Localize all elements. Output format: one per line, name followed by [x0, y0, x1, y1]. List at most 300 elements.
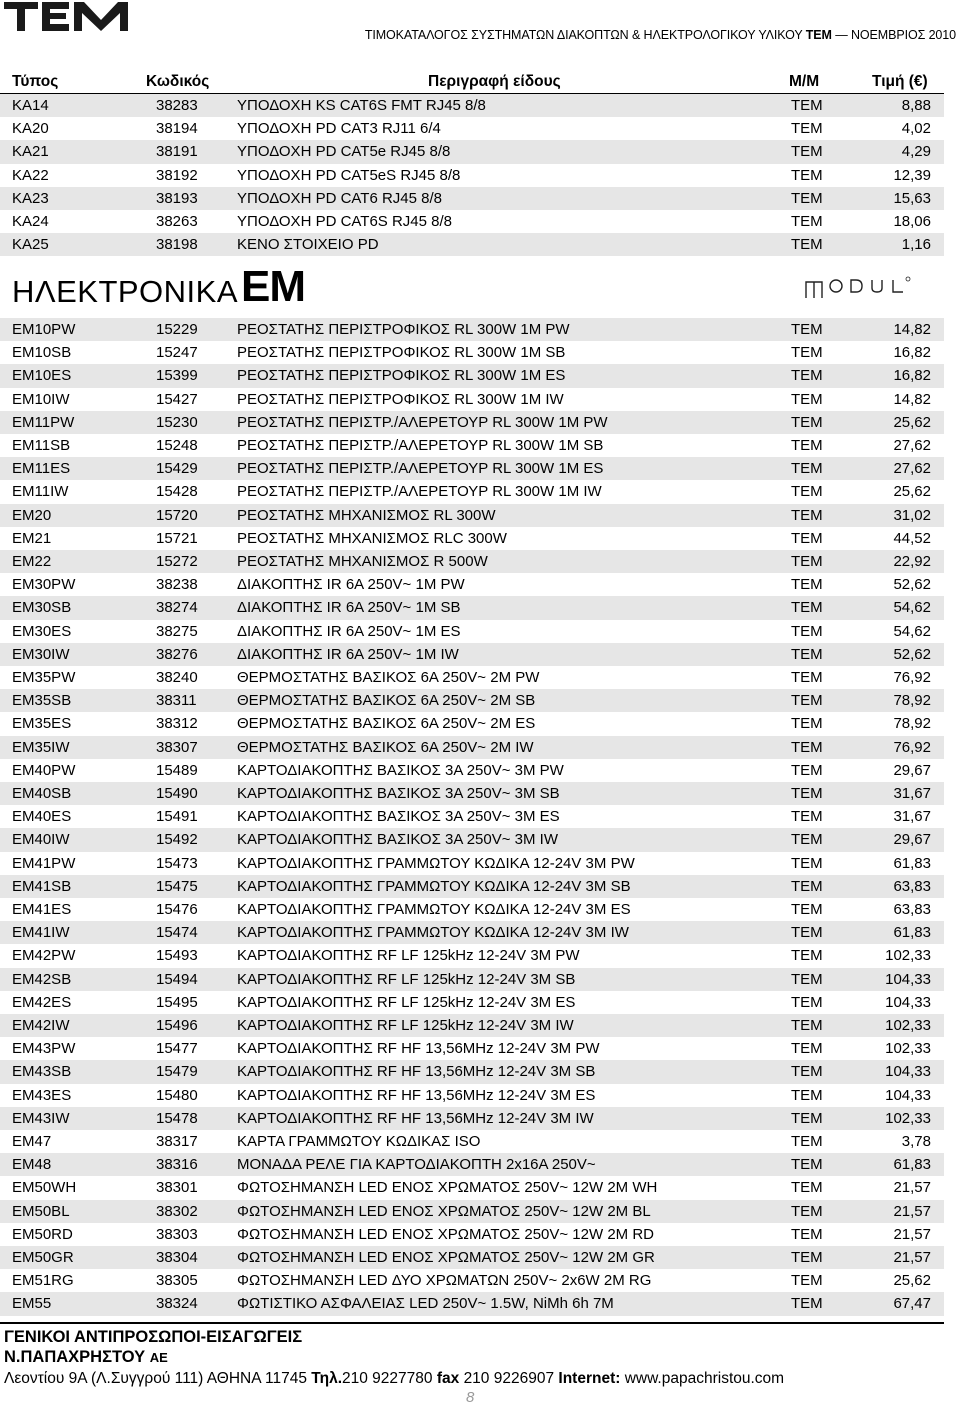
cell-unit: TEM: [791, 993, 823, 1011]
cell-description: ΥΠΟΔΟΧΗ PD CAT6 RJ45 8/8: [237, 189, 443, 207]
cell-price: 76,92: [893, 669, 931, 686]
cell-code: 38274: [156, 599, 198, 617]
cell-code: 15721: [156, 529, 198, 547]
cell-type: EM35ES: [12, 715, 72, 733]
cell-code: 38192: [156, 166, 198, 184]
cell-description: ΡΕΟΣΤΑΤΗΣ ΜΗΧΑΝΙΣΜΟΣ R 500W: [237, 553, 488, 570]
cell-description: ΡΕΟΣΤΑΤΗΣ ΠΕΡΙΣΤΡΟΦΙΚΟΣ RL 300W 1M ES: [237, 367, 566, 385]
cell-description: ΚΑΡΤΟΔΙΑΚΟΠΤΗΣ ΒΑΣΙΚΟΣ 3A 250V~ 3M ES: [237, 808, 560, 826]
cell-unit: TEM: [791, 1109, 823, 1127]
cell-price: 44,52: [893, 529, 931, 547]
footer-address: Λεοντίου 9Α (Λ.Συγγρού 111) ΑΘΗΝΑ 11745: [4, 1370, 307, 1387]
cell-unit: TEM: [791, 529, 823, 547]
cell-type: EM42PW: [12, 947, 76, 965]
cell-code: 15492: [156, 831, 198, 849]
table-row: [0, 759, 944, 782]
cell-price: 27,62: [893, 437, 931, 454]
col-code: Κωδικός: [146, 73, 210, 90]
cell-price: 21,57: [893, 1179, 931, 1197]
cell-unit: TEM: [791, 1156, 823, 1174]
cell-code: 38324: [156, 1295, 198, 1313]
cell-type: EM35SB: [12, 692, 72, 710]
cell-price: 31,02: [893, 506, 931, 524]
cell-description: ΦΩΤΟΣΗΜΑΝΣΗ LED ΕΝΟΣ ΧΡΩΜΑΤΟΣ 250V~ 12W 2M BL: [237, 1202, 651, 1220]
cell-type: EM40IW: [12, 831, 70, 849]
page-number: 8: [466, 1389, 475, 1406]
cell-type: EM30PW: [12, 576, 76, 594]
cell-price: 63,83: [893, 877, 931, 895]
col-description: Περιγραφή είδους: [428, 73, 561, 90]
cell-type: EM42ES: [12, 993, 72, 1011]
cell-type: KA22: [12, 166, 49, 184]
cell-description: ΚΑΡΤΟΔΙΑΚΟΠΤΗΣ ΓΡΑΜΜΩΤΟΥ ΚΩΔΙΚΑ 12-24V 3M SB: [237, 877, 631, 895]
cell-code: 15480: [156, 1086, 198, 1104]
cell-code: 38302: [156, 1202, 198, 1220]
cell-unit: TEM: [791, 1133, 823, 1150]
cell-type: EM40SB: [12, 785, 72, 802]
footer-contact: Λεοντίου 9Α (Λ.Συγγρού 111) ΑΘΗΝΑ 11745 Τηλ.210 9227780 fax 210 9226907 Internet: www.papachristou.com: [4, 1370, 785, 1387]
cell-description: ΡΕΟΣΤΑΤΗΣ ΠΕΡΙΣΤΡ./ΑΛΕΡΕΤΟΥΡ RL 300W 1M PW: [237, 413, 608, 431]
cell-type: KA23: [12, 189, 49, 207]
cell-description: ΚΑΡΤΟΔΙΑΚΟΠΤΗΣ RF HF 13,56MHz 12-24V 3M ES: [237, 1086, 596, 1104]
cell-unit: TEM: [791, 1086, 823, 1104]
table-row: [0, 117, 944, 140]
cell-description: ΥΠΟΔΟΧΗ PD CAT6S RJ45 8/8: [237, 213, 453, 230]
cell-type: EM11PW: [12, 413, 75, 431]
cell-price: 15,63: [893, 189, 931, 207]
cell-unit: TEM: [791, 553, 823, 570]
cell-unit: TEM: [791, 437, 823, 454]
cell-type: EM43PW: [12, 1040, 76, 1058]
cell-price: 3,78: [901, 1133, 931, 1150]
cell-unit: TEM: [791, 1040, 823, 1058]
table-row: [0, 164, 944, 187]
cell-code: 38304: [156, 1249, 198, 1266]
cell-description: ΘΕΡΜΟΣΤΑΤΗΣ ΒΑΣΙΚΟΣ 6A 250V~ 2M ES: [237, 715, 536, 733]
table-row: [0, 573, 944, 596]
cell-unit: TEM: [791, 344, 823, 362]
table-row: [0, 944, 944, 967]
table-row: [0, 1269, 944, 1292]
cell-price: 61,83: [893, 924, 931, 942]
cell-unit: TEM: [791, 715, 823, 733]
table-row: [0, 1292, 944, 1315]
cell-unit: TEM: [791, 831, 823, 849]
cell-code: 38263: [156, 213, 198, 230]
cell-code: 38305: [156, 1272, 198, 1290]
cell-type: EM41IW: [12, 924, 70, 942]
footer-distributor-line: ΓΕΝΙΚΟΙ ΑΝΤΙΠΡΟΣΩΠΟΙ-ΕΙΣΑΓΩΓΕΙΣ: [4, 1328, 303, 1346]
cell-type: EM10IW: [12, 390, 70, 408]
cell-price: 27,62: [893, 460, 931, 478]
cell-code: 38275: [156, 622, 198, 640]
cell-price: 52,62: [893, 576, 931, 594]
cell-price: 21,57: [893, 1225, 931, 1243]
cell-code: 15495: [156, 993, 198, 1011]
cell-description: ΥΠΟΔΟΧΗ PD CAT3 RJ11 6/4: [237, 120, 441, 138]
cell-unit: TEM: [791, 970, 823, 988]
table-row: [0, 1037, 944, 1060]
cell-unit: TEM: [791, 924, 823, 942]
cell-type: EM22: [12, 553, 52, 570]
footer-tel: 210 9227780: [342, 1370, 433, 1387]
cell-type: EM50BL: [12, 1202, 70, 1220]
table-row: [0, 388, 944, 411]
table-row: [0, 140, 944, 163]
col-unit: Μ/Μ: [789, 73, 820, 90]
cell-unit: TEM: [791, 738, 823, 756]
cell-description: ΘΕΡΜΟΣΤΑΤΗΣ ΒΑΣΙΚΟΣ 6A 250V~ 2M SB: [237, 692, 536, 710]
table-row: [0, 736, 944, 759]
cell-code: 38238: [156, 576, 198, 594]
cell-type: EM42SB: [12, 970, 72, 988]
cell-description: ΚΑΡΤΑ ΓΡΑΜΜΩΤΟΥ ΚΩΔΙΚΑΣ ISO: [237, 1133, 481, 1150]
cell-description: ΚΑΡΤΟΔΙΑΚΟΠΤΗΣ ΓΡΑΜΜΩΤΟΥ ΚΩΔΙΚΑ 12-24V 3M ES: [237, 901, 631, 918]
cell-unit: TEM: [791, 1063, 823, 1081]
cell-type: EM35IW: [12, 738, 70, 756]
cell-price: 25,62: [893, 483, 931, 501]
table-row: [0, 364, 944, 387]
table-row: [0, 1176, 944, 1199]
cell-unit: TEM: [791, 854, 823, 872]
cell-description: ΦΩΤΟΣΗΜΑΝΣΗ LED ΕΝΟΣ ΧΡΩΜΑΤΟΣ 250V~ 12W 2M GR: [237, 1249, 655, 1266]
cell-code: 15476: [156, 901, 198, 918]
cell-price: 67,47: [893, 1295, 931, 1313]
table-row: [0, 805, 944, 828]
cell-code: 38194: [156, 120, 198, 138]
table-row: [0, 991, 944, 1014]
tem-logo: [4, 0, 130, 32]
cell-code: 38283: [156, 97, 198, 114]
cell-code: 15496: [156, 1017, 198, 1034]
cell-price: 102,33: [885, 947, 931, 965]
table-row: [0, 1200, 944, 1223]
cell-unit: TEM: [791, 1272, 823, 1290]
cell-description: ΚΑΡΤΟΔΙΑΚΟΠΤΗΣ ΓΡΑΜΜΩΤΟΥ ΚΩΔΙΚΑ 12-24V 3M PW: [237, 854, 635, 872]
table-row: [0, 689, 944, 712]
cell-price: 31,67: [893, 785, 931, 802]
cell-unit: TEM: [791, 367, 823, 385]
cell-code: 15230: [156, 413, 198, 431]
cell-code: 38240: [156, 669, 198, 686]
cell-price: 31,67: [893, 808, 931, 826]
modul-logo: [804, 274, 914, 300]
cell-description: ΡΕΟΣΤΑΤΗΣ ΜΗΧΑΝΙΣΜΟΣ RL 300W: [237, 506, 496, 524]
cell-description: ΥΠΟΔΟΧΗ KS CAT6S FMT RJ45 8/8: [237, 97, 486, 114]
cell-type: EM47: [12, 1133, 52, 1150]
cell-code: 15491: [156, 808, 198, 826]
table-row: [0, 318, 944, 341]
table-row: [0, 620, 944, 643]
cell-description: ΜΟΝΑΔΑ ΡΕΛΕ ΓΙΑ ΚΑΡΤΟΔΙΑΚΟΠΤΗ 2x16A 250V~: [237, 1156, 596, 1174]
col-price: Τιμή (€): [872, 73, 928, 90]
cell-description: ΚΑΡΤΟΔΙΑΚΟΠΤΗΣ ΓΡΑΜΜΩΤΟΥ ΚΩΔΙΚΑ 12-24V 3M IW: [237, 924, 629, 942]
table-row: [0, 666, 944, 689]
cell-description: ΔΙΑΚΟΠΤΗΣ IR 6A 250V~ 1M IW: [237, 645, 459, 663]
cell-type: EM55: [12, 1295, 52, 1313]
table-row: [0, 643, 944, 666]
cell-price: 22,92: [893, 553, 931, 570]
cell-type: EM42IW: [12, 1017, 70, 1034]
cell-code: 15474: [156, 924, 198, 942]
cell-price: 102,33: [885, 1109, 931, 1127]
cell-price: 52,62: [893, 645, 931, 663]
cell-type: EM10PW: [12, 321, 76, 338]
table-row: [0, 434, 944, 457]
cell-price: 14,82: [893, 321, 931, 338]
table-row: [0, 411, 944, 434]
cell-type: EM21: [12, 529, 52, 547]
cell-unit: TEM: [791, 1295, 823, 1313]
cell-price: 12,39: [893, 166, 931, 184]
cell-code: 38312: [156, 715, 198, 733]
cell-unit: TEM: [791, 143, 823, 161]
cell-price: 16,82: [893, 367, 931, 385]
cell-code: 15229: [156, 321, 198, 338]
cell-price: 104,33: [885, 1063, 931, 1081]
cell-code: 38276: [156, 645, 198, 663]
cell-type: EM11SB: [12, 437, 71, 454]
cell-type: EM30SB: [12, 599, 72, 617]
cell-code: 15248: [156, 437, 198, 454]
table-row: [0, 596, 944, 619]
cell-description: ΚΑΡΤΟΔΙΑΚΟΠΤΗΣ RF HF 13,56MHz 12-24V 3M IW: [237, 1109, 594, 1127]
cell-price: 29,67: [893, 831, 931, 849]
cell-price: 29,67: [893, 761, 931, 779]
cell-price: 4,29: [901, 143, 931, 161]
cell-description: ΦΩΤΟΣΗΜΑΝΣΗ LED ΕΝΟΣ ΧΡΩΜΑΤΟΣ 250V~ 12W 2M RD: [237, 1225, 654, 1243]
footer-fax: 210 9226907: [463, 1370, 555, 1387]
table-row: [0, 527, 944, 550]
cell-unit: TEM: [791, 599, 823, 617]
table-row: [0, 1223, 944, 1246]
cell-description: ΘΕΡΜΟΣΤΑΤΗΣ ΒΑΣΙΚΟΣ 6A 250V~ 2M PW: [237, 669, 540, 686]
table-row: [0, 187, 944, 210]
table-row: [0, 828, 944, 851]
table-row: [0, 341, 944, 364]
cell-unit: TEM: [791, 460, 823, 478]
cell-type: EM43IW: [12, 1109, 70, 1127]
section-title: ΗΛΕΚΤΡΟΝΙΚΑ: [12, 274, 239, 309]
cell-type: KA21: [12, 143, 49, 161]
table-row: [0, 921, 944, 944]
table-row: [0, 94, 944, 117]
cell-type: KA24: [12, 213, 49, 230]
cell-price: 61,83: [893, 1156, 931, 1174]
cell-price: 76,92: [893, 738, 931, 756]
cell-type: EM41PW: [12, 854, 76, 872]
cell-unit: TEM: [791, 321, 823, 338]
cell-code: 15477: [156, 1040, 198, 1058]
cell-type: EM43ES: [12, 1086, 72, 1104]
cell-price: 104,33: [885, 1086, 931, 1104]
cell-unit: TEM: [791, 189, 823, 207]
cell-unit: TEM: [791, 390, 823, 408]
cell-price: 54,62: [893, 622, 931, 640]
cell-unit: TEM: [791, 576, 823, 594]
cell-code: 38316: [156, 1156, 198, 1174]
cell-description: ΚΑΡΤΟΔΙΑΚΟΠΤΗΣ ΒΑΣΙΚΟΣ 3A 250V~ 3M PW: [237, 761, 564, 779]
cell-type: EM50RD: [12, 1225, 73, 1243]
cell-description: ΡΕΟΣΤΑΤΗΣ ΠΕΡΙΣΤΡ./ΑΛΕΡΕΤΟΥΡ RL 300W 1M ES: [237, 460, 604, 478]
cell-type: KA25: [12, 236, 49, 254]
cell-code: 15272: [156, 553, 198, 570]
cell-type: EM50WH: [12, 1179, 77, 1197]
cell-price: 8,88: [901, 97, 931, 114]
col-type: Τύπος: [12, 73, 59, 90]
cell-code: 15427: [156, 390, 198, 408]
cell-price: 1,16: [901, 236, 931, 254]
cell-description: ΦΩΤΟΣΗΜΑΝΣΗ LED ΕΝΟΣ ΧΡΩΜΑΤΟΣ 250V~ 12W 2M WH: [237, 1179, 658, 1197]
cell-type: EM48: [12, 1156, 52, 1174]
cell-unit: TEM: [791, 166, 823, 184]
cell-description: ΚΑΡΤΟΔΙΑΚΟΠΤΗΣ ΒΑΣΙΚΟΣ 3A 250V~ 3M IW: [237, 831, 559, 849]
cell-code: 38307: [156, 738, 198, 756]
cell-code: 15489: [156, 761, 198, 779]
table-row: [0, 1084, 944, 1107]
column-headers: [0, 68, 960, 94]
table-row: [0, 1246, 944, 1269]
cell-code: 15720: [156, 506, 198, 524]
cell-price: 21,57: [893, 1249, 931, 1266]
table-row: [0, 875, 944, 898]
cell-type: EM35PW: [12, 669, 76, 686]
cell-code: 38191: [156, 143, 198, 161]
cell-type: EM30ES: [12, 622, 72, 640]
table-row: [0, 1153, 944, 1176]
cell-price: 25,62: [893, 413, 931, 431]
cell-type: EM20: [12, 506, 52, 524]
cell-type: EM10ES: [12, 367, 72, 385]
cell-price: 4,02: [901, 120, 931, 138]
cell-unit: TEM: [791, 645, 823, 663]
cell-description: ΡΕΟΣΤΑΤΗΣ ΠΕΡΙΣΤΡΟΦΙΚΟΣ RL 300W 1M PW: [237, 321, 570, 338]
cell-unit: TEM: [791, 808, 823, 826]
cell-code: 38303: [156, 1225, 198, 1243]
cell-code: 38198: [156, 236, 198, 254]
cell-description: ΚΑΡΤΟΔΙΑΚΟΠΤΗΣ RF HF 13,56MHz 12-24V 3M PW: [237, 1040, 600, 1058]
cell-description: ΡΕΟΣΤΑΤΗΣ ΜΗΧΑΝΙΣΜΟΣ RLC 300W: [237, 529, 507, 547]
table-row: [0, 968, 944, 991]
table-row: [0, 898, 944, 921]
footer-company: Ν.ΠΑΠΑΧΡΗΣΤΟΥ ΑΕ: [4, 1348, 168, 1366]
cell-description: ΦΩΤΟΣΗΜΑΝΣΗ LED ΔΥΟ ΧΡΩΜΑΤΩΝ 250V~ 2x6W 2M RG: [237, 1272, 652, 1290]
cell-price: 78,92: [893, 715, 931, 733]
table-row: [0, 852, 944, 875]
cell-price: 18,06: [893, 213, 931, 230]
cell-description: ΚΑΡΤΟΔΙΑΚΟΠΤΗΣ RF HF 13,56MHz 12-24V 3M SB: [237, 1063, 596, 1081]
cell-unit: TEM: [791, 692, 823, 710]
cell-description: ΔΙΑΚΟΠΤΗΣ IR 6A 250V~ 1M PW: [237, 576, 465, 594]
cell-description: ΥΠΟΔΟΧΗ PD CAT5eS RJ45 8/8: [237, 166, 461, 184]
cell-description: ΚΑΡΤΟΔΙΑΚΟΠΤΗΣ RF LF 125kHz 12-24V 3M IW: [237, 1017, 574, 1034]
cell-unit: TEM: [791, 1225, 823, 1243]
cell-code: 15478: [156, 1109, 198, 1127]
cell-type: EM30IW: [12, 645, 70, 663]
cell-type: EM40ES: [12, 808, 72, 826]
cell-description: ΔΙΑΚΟΠΤΗΣ IR 6A 250V~ 1M SB: [237, 599, 461, 617]
cell-unit: TEM: [791, 120, 823, 138]
cell-price: 16,82: [893, 344, 931, 362]
cell-unit: TEM: [791, 97, 823, 114]
cell-code: 15473: [156, 854, 198, 872]
table-row: [0, 782, 944, 805]
table-row: [0, 504, 944, 527]
cell-unit: TEM: [791, 236, 823, 254]
cell-description: ΥΠΟΔΟΧΗ PD CAT5e RJ45 8/8: [237, 143, 451, 161]
cell-type: EM43SB: [12, 1063, 72, 1081]
cell-type: EM11ES: [12, 460, 71, 478]
cell-price: 104,33: [885, 970, 931, 988]
cell-price: 104,33: [885, 993, 931, 1011]
cell-description: ΡΕΟΣΤΑΤΗΣ ΠΕΡΙΣΤΡ./ΑΛΕΡΕΤΟΥΡ RL 300W 1M IW: [237, 483, 602, 501]
cell-price: 21,57: [893, 1202, 931, 1220]
cell-unit: TEM: [791, 669, 823, 686]
cell-price: 54,62: [893, 599, 931, 617]
section-code: EM: [241, 262, 305, 311]
cell-unit: TEM: [791, 413, 823, 431]
cell-unit: TEM: [791, 1249, 823, 1266]
cell-description: ΔΙΑΚΟΠΤΗΣ IR 6A 250V~ 1M ES: [237, 622, 461, 640]
cell-price: 102,33: [885, 1040, 931, 1058]
cell-code: 15490: [156, 785, 198, 802]
cell-price: 14,82: [893, 390, 931, 408]
cell-unit: TEM: [791, 901, 823, 918]
table-row: [0, 1014, 944, 1037]
cell-type: EM11IW: [12, 483, 69, 501]
cell-unit: TEM: [791, 622, 823, 640]
cell-code: 38311: [156, 692, 197, 710]
cell-price: 25,62: [893, 1272, 931, 1290]
cell-code: 38317: [156, 1133, 198, 1150]
cell-code: 15475: [156, 877, 198, 895]
cell-code: 15479: [156, 1063, 198, 1081]
cell-description: ΚΑΡΤΟΔΙΑΚΟΠΤΗΣ RF LF 125kHz 12-24V 3M ES: [237, 993, 576, 1011]
cell-unit: TEM: [791, 1017, 823, 1034]
cell-description: ΡΕΟΣΤΑΤΗΣ ΠΕΡΙΣΤΡΟΦΙΚΟΣ RL 300W 1M IW: [237, 390, 564, 408]
table-row: [0, 457, 944, 480]
cell-code: 38193: [156, 189, 198, 207]
cell-price: 102,33: [885, 1017, 931, 1034]
cell-code: 15429: [156, 460, 198, 478]
footer-website[interactable]: www.papachristou.com: [624, 1370, 785, 1387]
table-row: [0, 233, 944, 256]
footer-rule: [0, 1322, 944, 1324]
cell-description: ΘΕΡΜΟΣΤΑΤΗΣ ΒΑΣΙΚΟΣ 6A 250V~ 2M IW: [237, 738, 534, 756]
table-row: [0, 1107, 944, 1130]
cell-type: EM40PW: [12, 761, 76, 779]
cell-unit: TEM: [791, 506, 823, 524]
cell-code: 15494: [156, 970, 198, 988]
cell-description: ΡΕΟΣΤΑΤΗΣ ΠΕΡΙΣΤΡ./ΑΛΕΡΕΤΟΥΡ RL 300W 1M SB: [237, 437, 604, 454]
document-title: ΤΙΜΟΚΑΤΑΛΟΓΟΣ ΣΥΣΤΗΜΑΤΩΝ ΔΙΑΚΟΠΤΩΝ & ΗΛΕΚΤΡΟΛΟΓΙΚΟΥ ΥΛΙΚΟΥ TEM — ΝΟΕΜΒΡΙΟΣ 2010: [364, 28, 956, 42]
cell-unit: TEM: [791, 483, 823, 501]
cell-type: KA20: [12, 120, 49, 138]
cell-unit: TEM: [791, 785, 823, 802]
cell-code: 38301: [156, 1179, 198, 1197]
cell-code: 15247: [156, 344, 198, 362]
cell-type: EM51RG: [12, 1272, 74, 1290]
cell-description: ΚΑΡΤΟΔΙΑΚΟΠΤΗΣ RF LF 125kHz 12-24V 3M PW: [237, 947, 580, 965]
cell-type: EM41SB: [12, 877, 72, 895]
table-row: [0, 210, 944, 233]
cell-description: ΡΕΟΣΤΑΤΗΣ ΠΕΡΙΣΤΡΟΦΙΚΟΣ RL 300W 1M SB: [237, 344, 566, 362]
cell-code: 15493: [156, 947, 198, 965]
cell-type: EM41ES: [12, 901, 72, 918]
cell-description: ΚΑΡΤΟΔΙΑΚΟΠΤΗΣ RF LF 125kHz 12-24V 3M SB: [237, 970, 576, 988]
cell-description: ΦΩΤΙΣΤΙΚΟ ΑΣΦΑΛΕΙΑΣ LED 250V~ 1.5W, NiMh 6h 7M: [237, 1295, 614, 1313]
cell-unit: TEM: [791, 1202, 823, 1220]
